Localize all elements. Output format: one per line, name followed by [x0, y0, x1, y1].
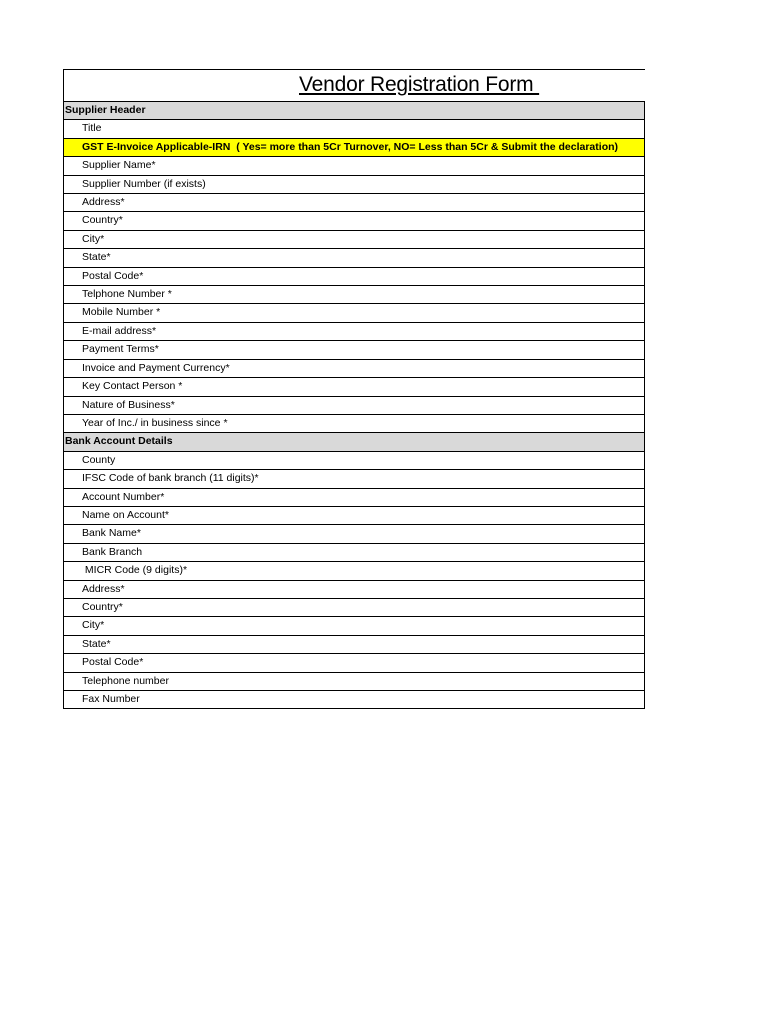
- form-title: Vendor Registration Form: [299, 73, 540, 96]
- field-bank-country[interactable]: Country*: [64, 599, 645, 617]
- field-payment-terms[interactable]: Payment Terms*: [64, 341, 645, 359]
- field-supplier-number[interactable]: Supplier Number (if exists): [64, 176, 645, 194]
- field-gst-einvoice-irn[interactable]: GST E-Invoice Applicable-IRN ( Yes= more than 5Cr Turnover, NO= Less than 5Cr & Submit the declaration): [64, 139, 645, 157]
- field-ifsc-code[interactable]: IFSC Code of bank branch (11 digits)*: [64, 470, 645, 488]
- field-supplier-country[interactable]: Country*: [64, 212, 645, 230]
- field-bank-postal-code[interactable]: Postal Code*: [64, 654, 645, 672]
- field-account-number[interactable]: Account Number*: [64, 489, 645, 507]
- field-key-contact-person[interactable]: Key Contact Person *: [64, 378, 645, 396]
- field-mobile-number[interactable]: Mobile Number *: [64, 304, 645, 322]
- field-bank-state[interactable]: State*: [64, 636, 645, 654]
- field-name-on-account[interactable]: Name on Account*: [64, 507, 645, 525]
- form-rows: [64, 102, 645, 709]
- field-bank-city[interactable]: City*: [64, 617, 645, 635]
- field-nature-of-business[interactable]: Nature of Business*: [64, 397, 645, 415]
- field-bank-county[interactable]: County: [64, 452, 645, 470]
- field-bank-name[interactable]: Bank Name*: [64, 525, 645, 543]
- title-row: [64, 70, 645, 102]
- field-supplier-address[interactable]: Address*: [64, 194, 645, 212]
- field-bank-branch[interactable]: Bank Branch: [64, 544, 645, 562]
- field-bank-address[interactable]: Address*: [64, 581, 645, 599]
- field-telephone-number[interactable]: Telphone Number *: [64, 286, 645, 304]
- field-micr-code[interactable]: MICR Code (9 digits)*: [64, 562, 645, 580]
- section-header-supplier: Supplier Header: [64, 102, 645, 120]
- field-supplier-name[interactable]: Supplier Name*: [64, 157, 645, 175]
- field-email-address[interactable]: E-mail address*: [64, 323, 645, 341]
- section-header-bank: Bank Account Details: [64, 433, 645, 451]
- field-invoice-currency[interactable]: Invoice and Payment Currency*: [64, 360, 645, 378]
- field-supplier-state[interactable]: State*: [64, 249, 645, 267]
- field-supplier-city[interactable]: City*: [64, 231, 645, 249]
- field-supplier-postal-code[interactable]: Postal Code*: [64, 268, 645, 286]
- field-bank-telephone[interactable]: Telephone number: [64, 673, 645, 691]
- vendor-registration-sheet: [63, 69, 645, 709]
- field-year-of-inc[interactable]: Year of Inc./ in business since *: [64, 415, 645, 433]
- field-title[interactable]: Title: [64, 120, 645, 138]
- field-fax-number[interactable]: Fax Number: [64, 691, 645, 709]
